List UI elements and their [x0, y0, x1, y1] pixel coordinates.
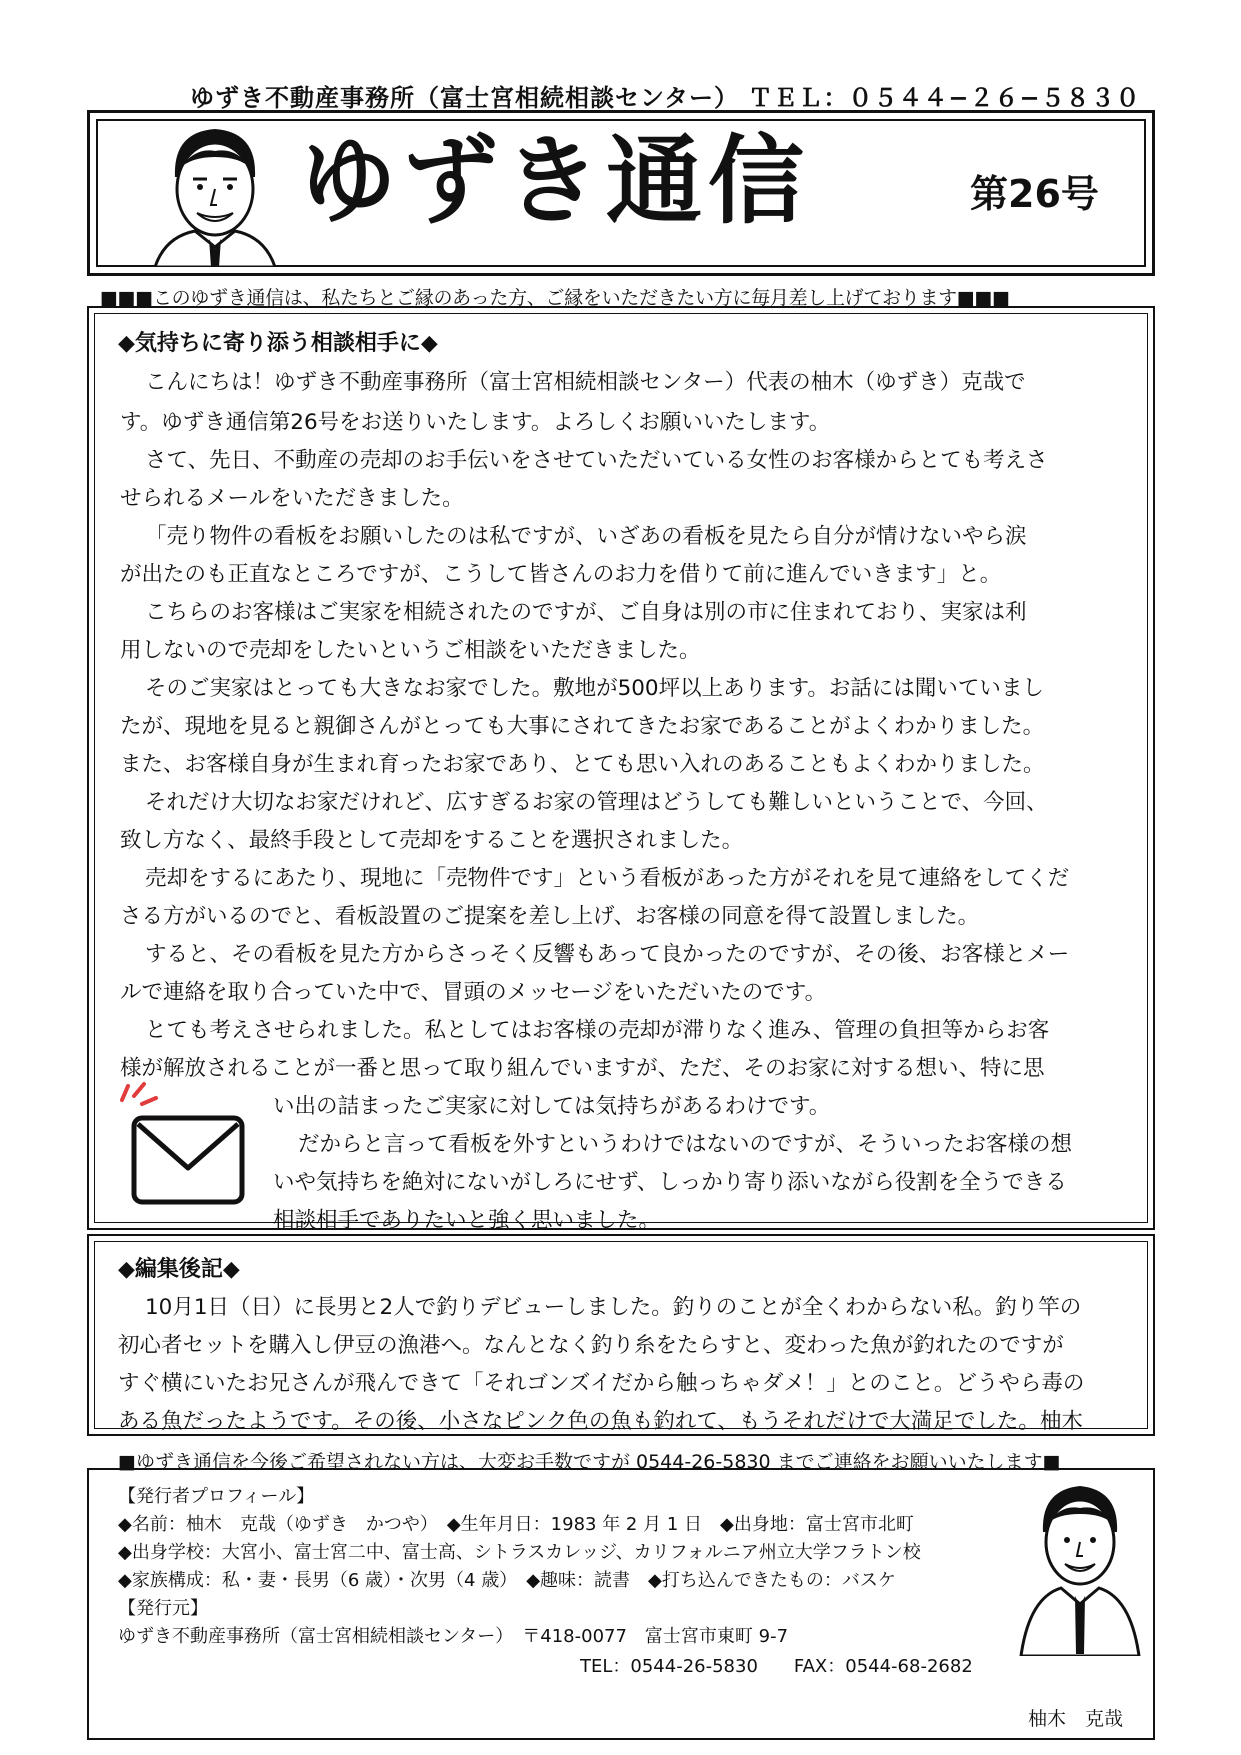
editor-note-heading: ◆編集後記◆ — [118, 1257, 240, 1282]
main-line: さる方がいるのでと、看板設置のご提案を差し上げ、お客様の同意を得て設置しました。 — [120, 904, 980, 929]
main-line: 致し方なく、最終手段として売却をすることを選択されました。 — [120, 828, 744, 853]
main-line: せられるメールをいただきました。 — [120, 486, 464, 511]
portrait-illustration — [145, 117, 285, 267]
masthead — [87, 110, 1155, 276]
editor-line: 初心者セットを購入し伊豆の漁港へ。なんとなく釣り糸をたらすと、変わった魚が釣れたのですが — [118, 1333, 1064, 1358]
main-line: たが、現地を見ると親御さんがとっても大事にされてきたお家であることがよくわかりました。 — [120, 714, 1045, 739]
profile-line: ◆名前：柚木 克哉（ゆずき かつや） ◆生年月日：1983 年 2 月 1 日 ◆出身地：富士宮市北町 — [118, 1514, 914, 1535]
profile-line: ◆出身学校：大宮小、富士宮二中、富士高、シトラスカレッジ、カリフォルニア州立大学フラトン校 — [118, 1542, 921, 1563]
main-line: こんにちは！ゆずき不動産事務所（富士宮相続相談センター）代表の柚木（ゆずき）克哉で — [145, 370, 1026, 395]
profile-portrait — [1015, 1476, 1145, 1656]
main-line: また、お客様自身が生まれ育ったお家であり、とても思い入れのあることもよくわかりました。 — [120, 752, 1045, 777]
main-line: 相談相手でありたいと強く思いました。 — [273, 1208, 661, 1233]
profile-line: ゆずき不動産事務所（富士宮相続相談センター） 〒418-0077 富士宮市東町 9-7 — [118, 1626, 789, 1647]
main-line: ルで連絡を取り合っていた中で、冒頭のメッセージをいただいたのです。 — [120, 980, 827, 1005]
header-contact-line: ゆずき不動産事務所（富士宮相続相談センター） ＴＥＬ：０５４４−２６−５８３０ — [190, 84, 1141, 112]
main-line: それだけ大切なお家だけれど、広すぎるお家の管理はどうしても難しいということで、今回、 — [145, 790, 1048, 815]
main-line: 売却をするにあたり、現地に「売物件です」という看板があった方がそれを見て連絡をしてくだ — [145, 866, 1070, 891]
main-line: こちらのお客様はご実家を相続されたのですが、ご自身は別の市に住まれており、実家は利 — [145, 600, 1027, 625]
main-line: とても考えさせられました。私としてはお客様の売却が滞りなく進み、管理の負担等からお客 — [145, 1018, 1050, 1043]
unsubscribe-notice: ■ゆずき通信を今後ご希望されない方は、大変お手数ですが 0544-26-5830 までご連絡をお願いいたします■ — [118, 1451, 1061, 1473]
main-line: す。ゆずき通信第26号をお送りいたします。よろしくお願いいたします。 — [120, 410, 831, 435]
main-line: 様が解放されることが一番と思って取り組んでいますが、ただ、そのお家に対する想い、特に思 — [120, 1056, 1045, 1081]
issue-number: 第26号 — [970, 172, 1099, 216]
main-line: そのご実家はとっても大きなお家でした。敷地が500坪以上あります。お話には聞いていまし — [145, 676, 1044, 701]
main-line: い出の詰まったご実家に対しては気持ちがあるわけです。 — [273, 1094, 831, 1119]
editor-line: すぐ横にいたお兄さんが飛んできて「それゴンズイだから触っちゃダメ！」とのこと。どうやら毒の — [118, 1371, 1085, 1396]
profile-line: ◆家族構成：私・妻・長男（6 歳）・次男（4 歳） ◆趣味：読書 ◆打ち込んできたもの：バスケ — [118, 1570, 896, 1591]
newsletter-title: ゆずき通信 — [300, 125, 810, 237]
main-line: さて、先日、不動産の売却のお手伝いをさせていただいている女性のお客様からとても考えさ — [145, 448, 1048, 473]
editor-line: 10月1日（日）に長男と2人で釣りデビューしました。釣りのことが全くわからない私。釣り竿の — [145, 1295, 1082, 1320]
profile-line: 【発行者プロフィール】 — [118, 1486, 315, 1507]
editor-line: ある魚だったようです。その後、小さなピンク色の魚も釣れて、もうそれだけで大満足でした。柚木 — [118, 1409, 1083, 1434]
main-line: いや気持ちを絶対にないがしろにせず、しっかり寄り添いながら役割を全うできる — [273, 1170, 1067, 1195]
main-article-heading: ◆気持ちに寄り添う相談相手に◆ — [118, 331, 438, 356]
main-line: が出たのも正直なところですが、こうして皆さんのお力を借りて前に進んでいきます」と。 — [120, 562, 1002, 587]
profile-contact: TEL：0544-26-5830 FAX：0544-68-2682 — [580, 1656, 973, 1677]
main-line: だからと言って看板を外すというわけではないのですが、そういったお客様の想 — [298, 1132, 1073, 1157]
profile-portrait-caption: 柚木 克哉 — [1028, 1708, 1124, 1730]
tagline: ■■■このゆずき通信は、私たちとご縁のあった方、ご縁をいただきたい方に毎月差し上げております■■■ — [100, 287, 1010, 309]
main-line: 用しないので売却をしたいというご相談をいただきました。 — [120, 638, 701, 663]
envelope-icon — [112, 1078, 252, 1208]
main-line: 「売り物件の看板をお願いしたのは私ですが、いざあの看板を見たら自分が情けないやら涙 — [145, 524, 1027, 549]
profile-box — [87, 1468, 1155, 1740]
main-line: すると、その看板を見た方からさっそく反響もあって良かったのですが、その後、お客様とメー — [145, 942, 1070, 967]
profile-line: 【発行元】 — [118, 1598, 208, 1619]
